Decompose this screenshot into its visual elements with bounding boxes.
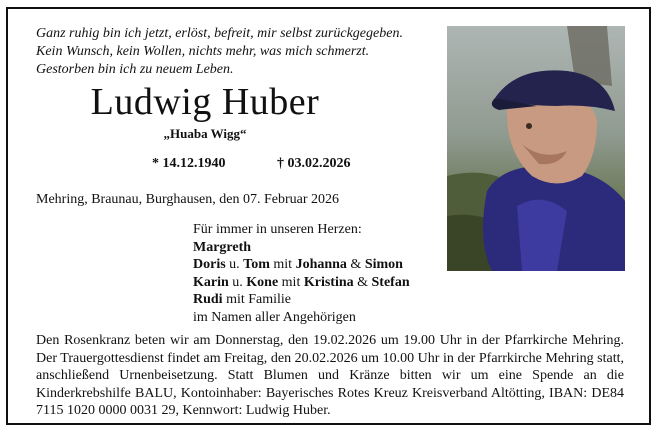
mourner-name: Kristina bbox=[303, 274, 354, 290]
mourner-line bbox=[193, 239, 410, 257]
connector: & bbox=[346, 257, 365, 272]
deceased-name: Ludwig Huber bbox=[90, 81, 320, 123]
mourner-name: Stefan bbox=[371, 274, 410, 290]
mourner-name: Karin bbox=[193, 274, 229, 290]
connector: u. bbox=[228, 274, 247, 290]
mourner-name: Doris bbox=[193, 257, 226, 272]
connector: u. bbox=[225, 257, 244, 272]
poem-line: Gestorben bin ich zu neuem Leben. bbox=[36, 62, 234, 77]
poem-line: Ganz ruhig bin ich jetzt, erlöst, befreit, mir selbst zurückgegeben. bbox=[36, 26, 403, 41]
mourner-line bbox=[193, 256, 410, 274]
mourner-line bbox=[193, 291, 410, 309]
mourners-closing: im Namen aller Angehörigen bbox=[193, 309, 356, 325]
connector: mit bbox=[269, 257, 296, 272]
mourner-name: Kone bbox=[246, 274, 279, 290]
mourners-intro: Für immer in unseren Herzen: bbox=[193, 222, 362, 237]
mourner-name: Simon bbox=[364, 257, 403, 272]
place-date: Mehring, Braunau, Burghausen, den 07. Februar 2026 bbox=[36, 192, 340, 207]
death-date: † 03.02.2026 bbox=[277, 156, 351, 171]
connector: mit Familie bbox=[222, 292, 292, 307]
mourner-name: Tom bbox=[243, 257, 270, 272]
connector: & bbox=[353, 274, 372, 290]
nickname: „Huaba Wigg“ bbox=[163, 126, 247, 141]
service-notice: Den Rosenkranz beten wir am Donnerstag, den 19.02.2026 um 19.00 Uhr in der Pfarrkirche Mehring. Der Trauergottesdienst findet am Freitag, den 20.02.2026 um 10.00 Uhr in der Pfarrkirche Mehring statt, anschließend Urnenbeisetzung. Statt Blumen und Kränze bitten wir um eine Spende an die Kinderkrebshilfe BALU, Kontoinhaber: Bayerisches Rotes Kreuz Kreisverband Altötting, IBAN: DE84 7115 1020 0000 0031 29, Kennwort: Ludwig Huber. bbox=[36, 333, 624, 418]
poem-line: Kein Wunsch, kein Wollen, nichts mehr, was mich schmerzt. bbox=[36, 44, 370, 59]
mourner-name: Margreth bbox=[193, 239, 252, 255]
portrait-photo bbox=[447, 26, 625, 271]
mourner-name: Johanna bbox=[295, 257, 347, 272]
mourner-line bbox=[193, 274, 410, 292]
mourners-list bbox=[193, 221, 410, 326]
mourner-name: Rudi bbox=[193, 292, 223, 307]
connector: mit bbox=[278, 274, 304, 290]
birth-date: * 14.12.1940 bbox=[152, 156, 226, 171]
poem bbox=[36, 25, 403, 79]
